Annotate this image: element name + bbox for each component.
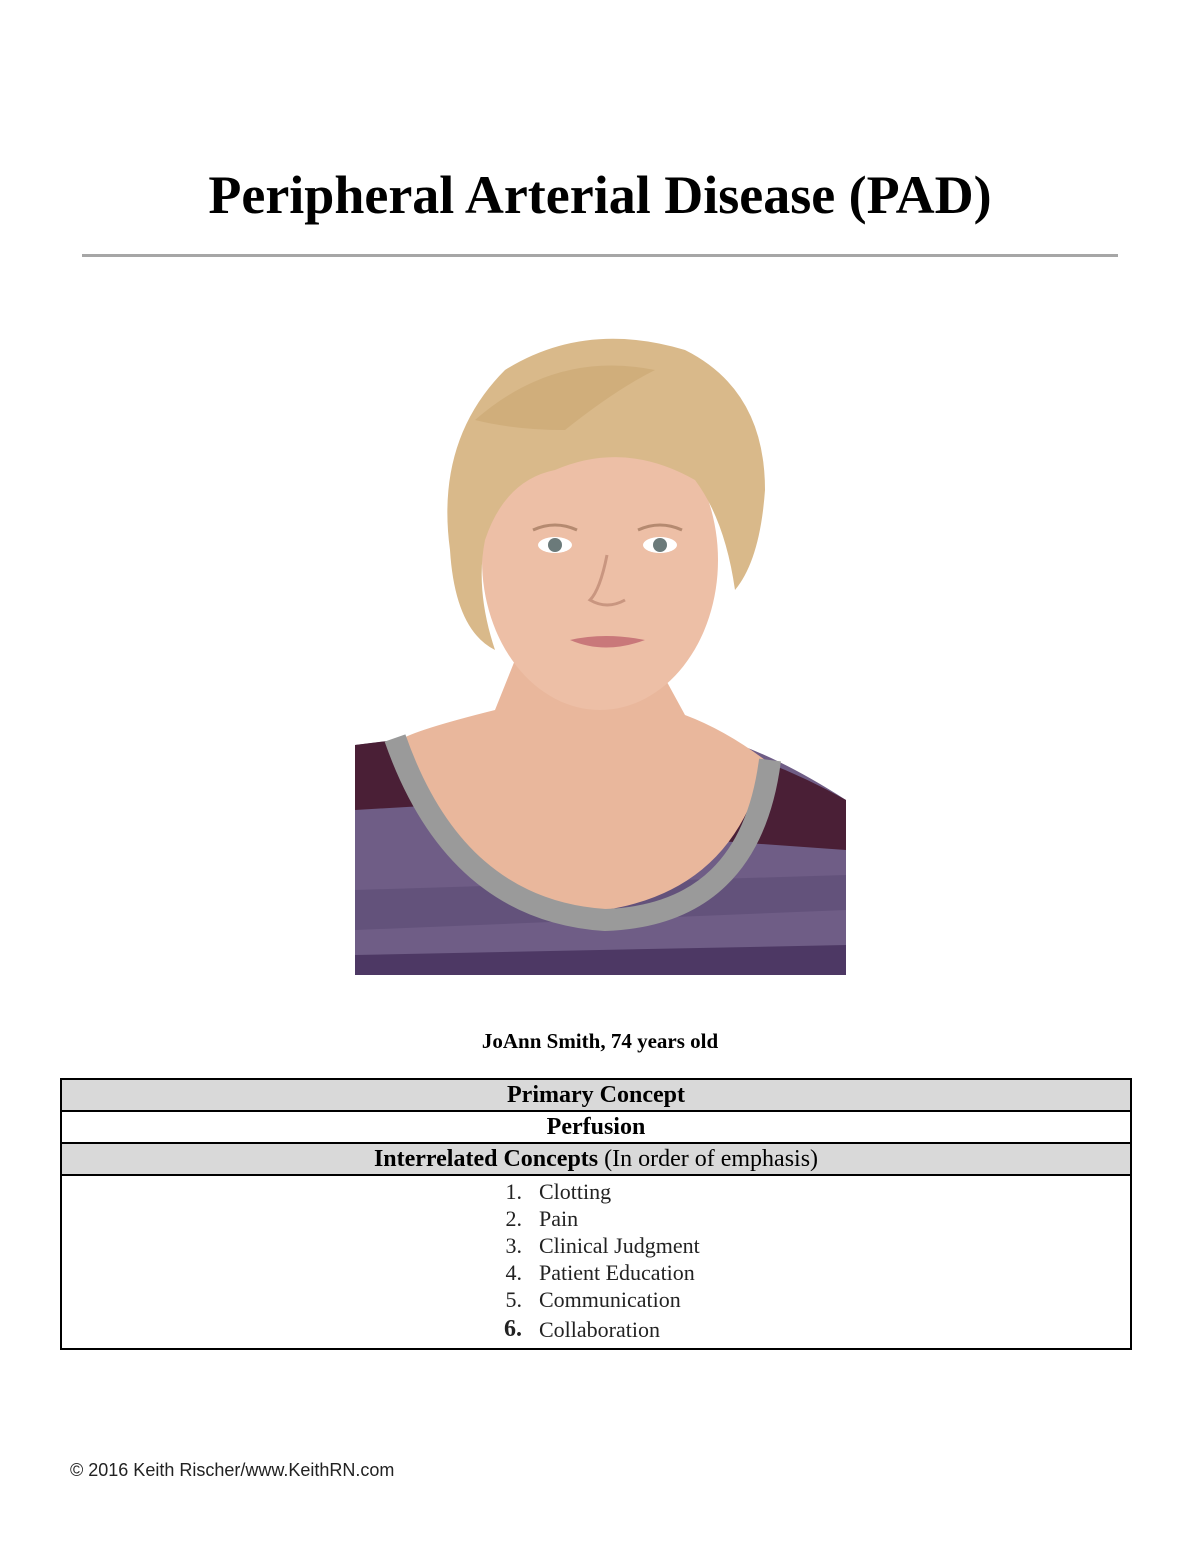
interrelated-note: (In order of emphasis) bbox=[598, 1146, 819, 1172]
interrelated-concepts-list bbox=[62, 1176, 1130, 1348]
copyright-footer: © 2016 Keith Rischer/www.KeithRN.com bbox=[70, 1460, 395, 1480]
list-item-label: Patient Education bbox=[539, 1260, 695, 1285]
list-item bbox=[62, 1259, 1130, 1286]
list-item bbox=[62, 1205, 1130, 1232]
list-item bbox=[62, 1232, 1130, 1259]
primary-concept-header: Primary Concept bbox=[62, 1080, 1130, 1112]
interrelated-concepts-header: Interrelated Concepts (In order of emphasis) bbox=[62, 1144, 1130, 1176]
list-item bbox=[62, 1286, 1130, 1313]
page-title: Peripheral Arterial Disease (PAD) bbox=[208, 165, 992, 225]
list-item-number: 5. bbox=[505, 1287, 522, 1312]
patient-portrait-icon bbox=[355, 330, 846, 975]
list-item bbox=[62, 1178, 1130, 1205]
list-item-number: 4. bbox=[505, 1260, 522, 1285]
list-item-label: Clotting bbox=[539, 1179, 612, 1204]
title-divider bbox=[82, 254, 1118, 257]
concepts-table bbox=[60, 1078, 1132, 1350]
list-item-number: 2. bbox=[505, 1206, 522, 1231]
primary-concept-value: Perfusion bbox=[62, 1112, 1130, 1144]
list-item-number: 1. bbox=[505, 1179, 522, 1204]
list-item-number: 6. bbox=[504, 1315, 522, 1342]
list-item-number: 3. bbox=[505, 1233, 522, 1258]
list-item bbox=[62, 1313, 1130, 1345]
photo-caption: JoAnn Smith, 74 years old bbox=[481, 1029, 719, 1053]
list-item-label: Collaboration bbox=[539, 1316, 660, 1342]
list-item-label: Pain bbox=[539, 1206, 579, 1231]
list-item-label: Communication bbox=[539, 1287, 681, 1312]
list-item-label: Clinical Judgment bbox=[539, 1233, 700, 1258]
patient-photo bbox=[355, 330, 846, 975]
